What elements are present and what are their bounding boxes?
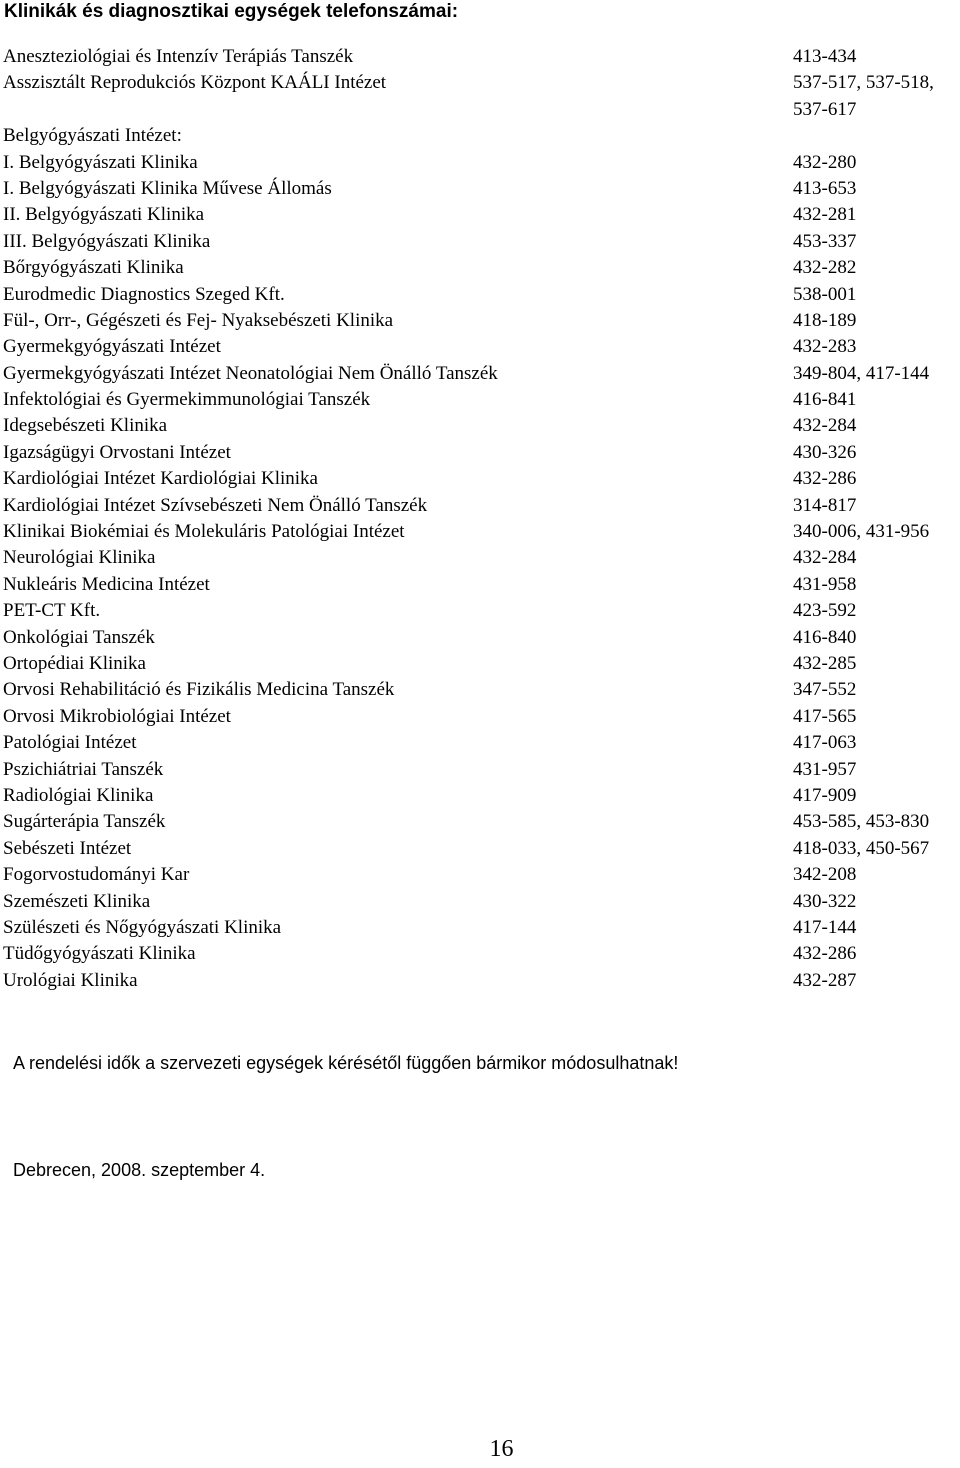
directory-row: [3, 889, 960, 915]
phone-number: 432-284: [793, 547, 857, 569]
phone-number: 432-286: [793, 943, 857, 965]
directory-row: [3, 968, 960, 994]
unit-name: II. Belgyógyászati Klinika: [3, 204, 205, 226]
unit-name: Igazságügyi Orvostani Intézet: [3, 441, 231, 463]
directory-row: [3, 123, 960, 149]
unit-name: Onkológiai Tanszék: [3, 626, 155, 648]
phone-number: 537-517, 537-518,: [793, 72, 934, 94]
phone-number: 417-144: [793, 916, 857, 938]
phone-number: 416-840: [793, 626, 857, 648]
phone-number: 538-001: [793, 283, 857, 305]
phone-number: 417-063: [793, 732, 857, 754]
directory-row: [3, 202, 960, 228]
phone-number: 340-006, 431-956: [793, 521, 930, 543]
directory-row: [3, 677, 960, 703]
phone-number: 453-337: [793, 230, 857, 252]
unit-name: Urológiai Klinika: [3, 969, 138, 991]
directory-row: [3, 915, 960, 941]
unit-name: Szemészeti Klinika: [3, 890, 151, 912]
directory-row: [3, 545, 960, 571]
unit-name: Radiológiai Klinika: [3, 784, 154, 806]
unit-name: Kardiológiai Intézet Szívsebészeti Nem Önálló Tanszék: [3, 494, 428, 516]
unit-name: Kardiológiai Intézet Kardiológiai Klinika: [3, 468, 318, 490]
directory-row: [3, 150, 960, 176]
unit-name: Pszichiátriai Tanszék: [3, 758, 164, 780]
unit-name: Sugárterápia Tanszék: [3, 811, 166, 833]
unit-name: Infektológiai és Gyermekimmunológiai Tanszék: [3, 389, 371, 411]
directory-row: [3, 598, 960, 624]
unit-name: Aneszteziológiai és Intenzív Terápiás Tanszék: [3, 46, 354, 67]
phone-number: 413-434: [793, 46, 857, 67]
phone-number: 342-208: [793, 864, 857, 886]
phone-number: 431-958: [793, 573, 857, 595]
notice-text: A rendelési idők a szervezeti egységek kérésétől függően bármikor módosulhatnak!: [13, 1053, 679, 1073]
page-number: 16: [489, 1436, 514, 1462]
directory-row: [3, 97, 960, 123]
unit-name: I. Belgyógyászati Klinika Művese Állomás: [3, 177, 332, 199]
phone-number: 432-285: [793, 652, 857, 674]
directory-row: [3, 229, 960, 255]
directory-row: [3, 387, 960, 413]
phone-number: 416-841: [793, 389, 857, 411]
phone-number: 432-280: [793, 151, 857, 173]
directory-row: [3, 730, 960, 756]
directory-row: [3, 783, 960, 809]
unit-name: Belgyógyászati Intézet:: [3, 125, 182, 147]
unit-name: III. Belgyógyászati Klinika: [3, 230, 211, 252]
directory-row: [3, 44, 960, 70]
phone-number: 418-033, 450-567: [793, 837, 930, 859]
unit-name: Nukleáris Medicina Intézet: [3, 573, 210, 595]
phone-number: 430-322: [793, 890, 857, 912]
phone-number: 349-804, 417-144: [793, 362, 930, 384]
unit-name: Sebészeti Intézet: [3, 837, 132, 859]
unit-name: Gyermekgyógyászati Intézet Neonatológiai Nem Önálló Tanszék: [3, 362, 498, 384]
unit-name: Eurodmedic Diagnostics Szeged Kft.: [3, 283, 285, 305]
directory-row: [3, 836, 960, 862]
phone-number: 413-653: [793, 177, 857, 199]
phone-number: 432-286: [793, 468, 857, 490]
directory-row: [3, 282, 960, 308]
unit-name: Patológiai Intézet: [3, 732, 137, 754]
directory-row: [3, 70, 960, 96]
unit-name: Ortopédiai Klinika: [3, 652, 146, 674]
phone-number: 423-592: [793, 600, 857, 622]
phone-number: 417-565: [793, 705, 857, 727]
directory-row: [3, 493, 960, 519]
phone-number: 430-326: [793, 441, 857, 463]
directory-row: [3, 572, 960, 598]
phone-number: 432-283: [793, 336, 857, 358]
phone-number: 314-817: [793, 494, 857, 516]
phone-number: 453-585, 453-830: [793, 811, 930, 833]
phone-number: 417-909: [793, 784, 857, 806]
directory-row: [3, 809, 960, 835]
directory-row: [3, 440, 960, 466]
page-title: Klinikák és diagnosztikai egységek telefonszámai:: [4, 1, 459, 22]
unit-name: Klinikai Biokémiai és Molekuláris Patológiai Intézet: [3, 521, 405, 543]
unit-name: Szülészeti és Nőgyógyászati Klinika: [3, 916, 282, 938]
directory-row: [3, 757, 960, 783]
phone-number: 418-189: [793, 309, 857, 331]
phone-number: 432-281: [793, 204, 857, 226]
directory-row: [3, 255, 960, 281]
phone-number: 432-282: [793, 257, 857, 279]
directory-row: [3, 625, 960, 651]
date-line: Debrecen, 2008. szeptember 4.: [13, 1160, 266, 1180]
phone-number: 431-957: [793, 758, 857, 780]
unit-name: Fogorvostudományi Kar: [3, 864, 190, 886]
phone-number: 432-284: [793, 415, 857, 437]
directory-row: [3, 651, 960, 677]
directory-row: [3, 361, 960, 387]
directory-row: [3, 704, 960, 730]
phone-directory-list: [3, 44, 960, 994]
unit-name: PET-CT Kft.: [3, 600, 101, 622]
unit-name: Neurológiai Klinika: [3, 547, 156, 569]
directory-row: [3, 334, 960, 360]
unit-name: Orvosi Rehabilitáció és Fizikális Medicina Tanszék: [3, 679, 395, 701]
unit-name: Gyermekgyógyászati Intézet: [3, 336, 221, 358]
directory-row: [3, 941, 960, 967]
phone-number: 432-287: [793, 969, 857, 991]
directory-row: [3, 176, 960, 202]
directory-row: [3, 862, 960, 888]
phone-number: 347-552: [793, 679, 857, 701]
unit-name: I. Belgyógyászati Klinika: [3, 151, 198, 173]
unit-name: Idegsebészeti Klinika: [3, 415, 168, 437]
unit-name: Tüdőgyógyászati Klinika: [3, 943, 196, 965]
unit-name: Bőrgyógyászati Klinika: [3, 257, 184, 279]
directory-row: [3, 413, 960, 439]
directory-row: [3, 519, 960, 545]
unit-name: Orvosi Mikrobiológiai Intézet: [3, 705, 231, 727]
phone-number: 537-617: [793, 98, 857, 120]
directory-row: [3, 466, 960, 492]
directory-row: [3, 308, 960, 334]
unit-name: Asszisztált Reprodukciós Központ KAÁLI Intézet: [3, 72, 387, 94]
unit-name: Fül-, Orr-, Gégészeti és Fej- Nyaksebészeti Klinika: [3, 309, 394, 331]
